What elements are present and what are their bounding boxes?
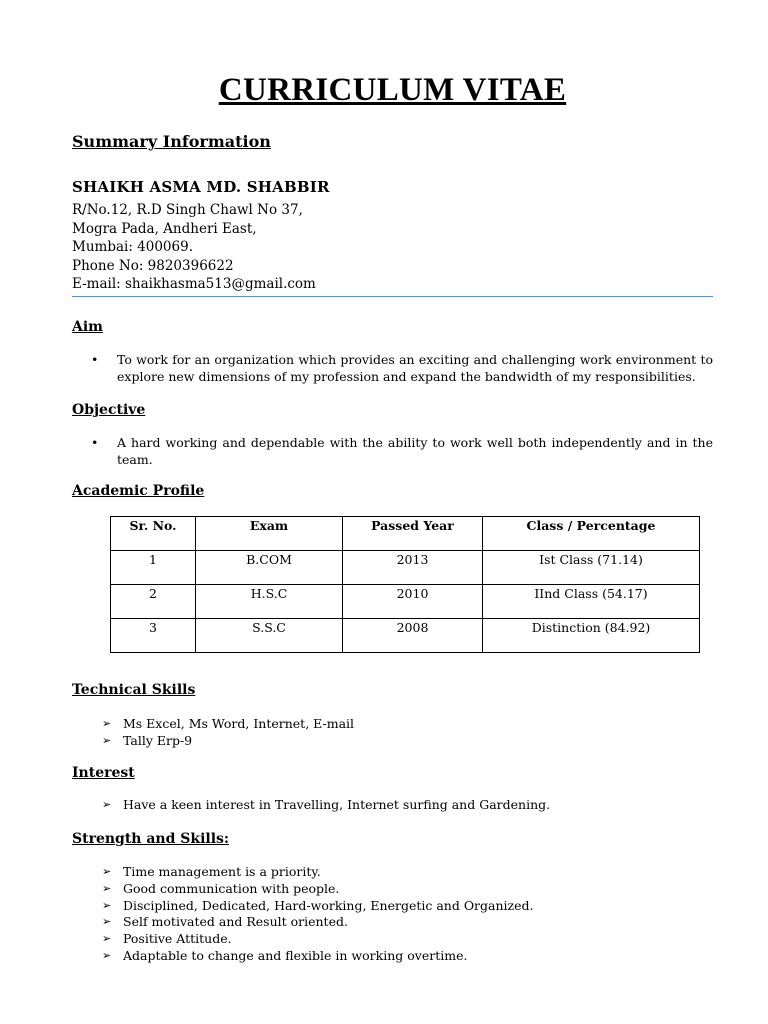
- section-divider: [72, 296, 713, 297]
- table-row: [111, 551, 700, 585]
- table-row: [111, 619, 700, 653]
- table-cell: S.S.C: [196, 619, 343, 653]
- list-item: [72, 733, 713, 750]
- table-cell: B.COM: [196, 551, 343, 585]
- column-header: Sr. No.: [111, 517, 196, 551]
- table-cell: Distinction (84.92): [483, 619, 700, 653]
- list-item-text: Tally Erp-9: [123, 732, 193, 748]
- list-item-text: Time management is a priority.: [123, 864, 321, 879]
- list-item-text: Self motivated and Result oriented.: [123, 914, 348, 930]
- document-title: CURRICULUM VITAE: [218, 72, 567, 108]
- address-line: R/No.12, R.D Singh Chawl No 37,: [72, 202, 303, 218]
- technical-skills-list: [72, 716, 713, 750]
- technical-skills-heading: Technical Skills: [72, 682, 196, 698]
- column-header: Passed Year: [343, 517, 483, 551]
- column-header: Exam: [196, 517, 343, 551]
- objective-heading: Objective: [72, 402, 146, 418]
- list-item-text: Have a keen interest in Travelling, Internet surfing and Gardening.: [123, 797, 551, 812]
- list-item-text: Positive Attitude.: [123, 931, 232, 947]
- arrow-bullet-icon: ➢: [102, 915, 112, 929]
- list-item: [72, 716, 713, 733]
- arrow-bullet-icon: ➢: [102, 798, 112, 811]
- list-item: [72, 948, 713, 965]
- column-header: Class / Percentage: [483, 517, 700, 551]
- arrow-bullet-icon: ➢: [102, 932, 112, 946]
- academic-heading: Academic Profile: [72, 483, 205, 499]
- list-item-text: Ms Excel, Ms Word, Internet, E-mail: [123, 716, 355, 731]
- table-cell: 2010: [343, 585, 483, 619]
- table-cell: IInd Class (54.17): [483, 585, 700, 619]
- table-cell: 2008: [343, 619, 483, 653]
- bullet-icon: •: [91, 352, 99, 367]
- email-line: E-mail: shaikhasma513@gmail.com: [72, 276, 316, 292]
- list-item: [72, 914, 713, 931]
- table-cell: 2013: [343, 551, 483, 585]
- phone-line: Phone No: 9820396622: [72, 257, 234, 274]
- list-item: [72, 898, 713, 915]
- summary-heading: Summary Information: [72, 132, 271, 151]
- aim-text: To work for an organization which provides an exciting and challenging work environment to explore new dimensions of my profession and expand the bandwidth of my responsibilities.: [117, 352, 713, 384]
- arrow-bullet-icon: ➢: [102, 717, 112, 730]
- address-line: Mumbai: 400069.: [72, 239, 193, 255]
- aim-section: [72, 351, 713, 385]
- objective-text: A hard working and dependable with the ability to work well both independently and in the team.: [117, 435, 713, 467]
- list-item: [72, 434, 713, 468]
- interest-list: [72, 797, 713, 814]
- table-cell: 2: [111, 585, 196, 619]
- list-item-text: Disciplined, Dedicated, Hard-working, Energetic and Organized.: [123, 897, 534, 913]
- table-header-row: [111, 517, 700, 551]
- objective-section: [72, 434, 713, 468]
- list-item: [72, 864, 713, 881]
- list-item: [72, 797, 713, 814]
- table-cell: 1: [111, 551, 196, 585]
- strengths-list: [72, 864, 713, 965]
- bullet-icon: •: [91, 435, 99, 450]
- aim-heading: Aim: [72, 319, 103, 335]
- table-cell: Ist Class (71.14): [483, 551, 700, 585]
- list-item: [72, 931, 713, 948]
- arrow-bullet-icon: ➢: [102, 733, 112, 747]
- table-cell: 3: [111, 619, 196, 653]
- strengths-heading: Strength and Skills:: [72, 831, 230, 847]
- candidate-name: SHAIKH ASMA MD. SHABBIR: [72, 178, 330, 196]
- arrow-bullet-icon: ➢: [102, 865, 112, 878]
- list-item: [72, 881, 713, 898]
- table-cell: H.S.C: [196, 585, 343, 619]
- list-item: [72, 351, 713, 385]
- address-line: Mogra Pada, Andheri East,: [72, 220, 257, 237]
- arrow-bullet-icon: ➢: [102, 948, 112, 962]
- contact-block: [72, 201, 316, 294]
- arrow-bullet-icon: ➢: [102, 898, 112, 912]
- table-row: [111, 585, 700, 619]
- arrow-bullet-icon: ➢: [102, 881, 112, 895]
- interest-heading: Interest: [72, 765, 135, 781]
- academic-table: [110, 516, 700, 653]
- list-item-text: Adaptable to change and flexible in working overtime.: [123, 947, 468, 963]
- list-item-text: Good communication with people.: [123, 880, 340, 896]
- cv-page: [72, 0, 713, 1024]
